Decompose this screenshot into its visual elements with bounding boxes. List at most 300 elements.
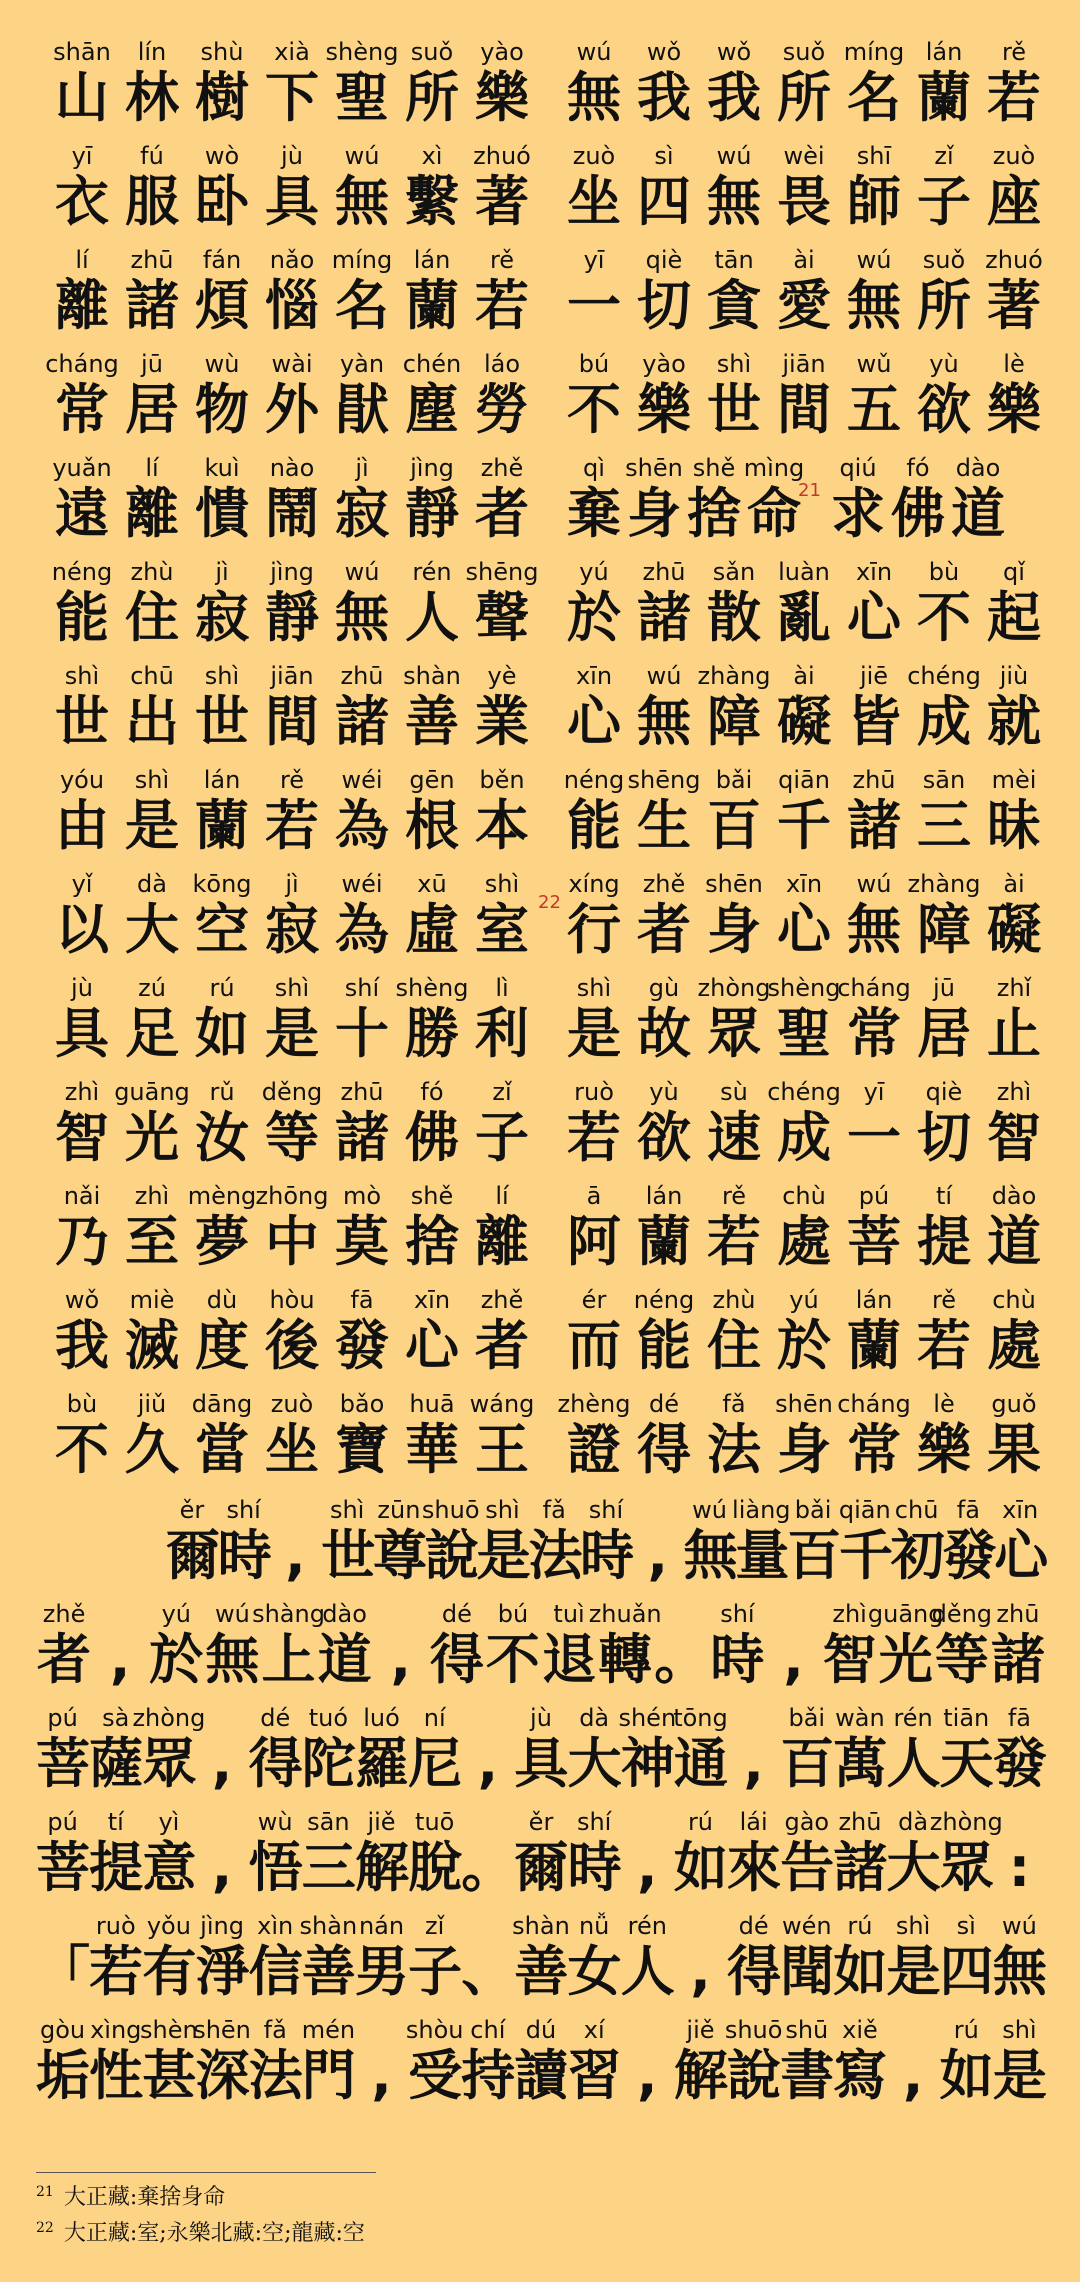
pinyin: bǎi [788,1704,826,1732]
pinyin: shēn [193,2016,251,2044]
pinyin: jìng [200,1912,244,1940]
hanzi: 千 [777,794,831,857]
hanzi: 信 [248,1940,303,2003]
hanzi: 而 [567,1314,621,1377]
hanzi: 莫 [335,1210,389,1273]
pinyin: sù [720,1078,748,1106]
footnote-21 [36,2180,225,2211]
hanzi: 離 [475,1210,529,1273]
pinyin: mìng [743,454,805,482]
pinyin: dé [649,1390,679,1418]
pinyin: zú [138,974,166,1002]
hanzi: 貪 [707,274,761,337]
character-cell [982,758,1046,862]
hanzi: 處 [777,1210,831,1273]
pinyin: zhì [134,1182,170,1210]
hanzi: 若 [475,274,529,337]
character-cell [470,1174,534,1278]
pinyin: fǎ [263,2016,287,2044]
hanzi: 聖 [335,66,389,129]
pinyin: wú [1002,1912,1037,1940]
character-cell [982,966,1046,1070]
pinyin: cháng [45,350,119,378]
pinyin: děng [931,1600,993,1628]
hanzi: 者 [37,1628,92,1691]
pinyin: xīn [575,662,613,690]
pinyin: shàn [512,1912,570,1940]
hanzi: , [743,1732,764,1795]
hanzi: 書 [780,2044,835,2107]
hanzi: , [285,1524,306,1587]
pinyin: fā [1007,1704,1031,1732]
pinyin: xìng [90,2016,142,2044]
hanzi: 所 [917,274,971,337]
pinyin: gào [784,1808,830,1836]
pinyin: chū [130,662,174,690]
verse-half-right [562,550,1062,654]
hanzi: 若 [987,66,1041,129]
pinyin: yú [579,558,609,586]
pinyin: shí [576,1808,612,1836]
prose-row [36,1904,1046,2008]
verse-half-left [50,238,550,342]
hanzi: 寂 [265,898,319,961]
hanzi: 發 [992,1732,1047,1795]
hanzi: 受 [408,2044,463,2107]
hanzi: 道 [987,1210,1041,1273]
hanzi: 心 [777,898,831,961]
pinyin: wú [344,558,380,586]
hanzi: 捨 [405,1210,459,1273]
pinyin: rú [209,974,235,1002]
character-cell [132,1696,206,1800]
hanzi: 蘭 [917,66,971,129]
character-cell [990,1592,1046,1696]
hanzi: 止 [987,1002,1041,1065]
hanzi: 衣 [55,170,109,233]
pinyin: suǒ [782,38,826,66]
pinyin: rǔ [209,1078,235,1106]
hanzi: , [211,1836,233,1899]
hanzi: 菩 [36,1836,90,1899]
character-cell [408,1800,461,1904]
prose-row [36,1800,1046,1904]
hanzi: 住 [707,1314,761,1377]
pinyin: bǎi [715,766,753,794]
verse-half-right [562,1174,1062,1278]
hanzi: , [390,1628,411,1691]
pinyin: shuō [421,1496,480,1524]
pinyin: wǒ [646,38,682,66]
hanzi: 諸 [847,794,901,857]
character-cell [470,1070,534,1174]
pinyin: qiú [839,454,877,482]
pinyin: yuǎn [52,454,112,482]
pinyin: wú [646,662,682,690]
pinyin: dù [206,1286,238,1314]
hanzi: 心 [567,690,621,753]
hanzi: 是 [125,794,179,857]
hanzi: 蘭 [847,1314,901,1377]
pinyin: yù [649,1078,679,1106]
hanzi: 證 [567,1418,621,1481]
verse-half-right [562,966,1062,1070]
pinyin: rén [412,558,452,586]
character-cell [742,446,806,550]
pinyin: jiǔ [137,1390,167,1418]
pinyin: shì [716,350,752,378]
hanzi: 聖 [777,1002,831,1065]
hanzi: 大 [567,1732,622,1795]
hanzi: 子 [475,1106,529,1169]
character-cell [470,1382,534,1486]
pinyin: tiān [943,1704,990,1732]
pinyin: jì [215,558,229,586]
hanzi: 勝 [405,1002,459,1065]
hanzi: 虛 [405,898,459,961]
pinyin: bù [66,1390,98,1418]
character-cell [470,30,534,134]
pinyin: xiě [842,2016,878,2044]
pinyin: zhàng [907,870,981,898]
hanzi: 法 [528,1524,583,1587]
pinyin: tān [714,246,754,274]
verse-half-right [562,134,1062,238]
hanzi: 善 [301,1940,356,2003]
hanzi: 爾 [166,1524,220,1587]
footnote-divider [36,2172,376,2173]
verse-row [50,1382,1040,1486]
hanzi: 常 [847,1002,901,1065]
pinyin: nǎo [269,246,315,274]
pinyin: cháng [837,1390,911,1418]
hanzi: 法 [707,1418,761,1481]
pinyin: gēn [409,766,455,794]
pinyin: hòu [269,1286,315,1314]
character-cell [982,1278,1046,1382]
pinyin: fó [420,1078,444,1106]
pinyin: shēn [775,1390,833,1418]
pinyin: néng [51,558,113,586]
pinyin: jiù [999,662,1029,690]
hanzi: 上 [261,1628,316,1691]
pinyin: dà [898,1808,929,1836]
hanzi: 所 [777,66,831,129]
character-cell [709,1592,765,1696]
pinyin: jiě [686,2016,715,2044]
hanzi: 。 [654,1628,709,1691]
hanzi: 求 [831,482,885,545]
pinyin: shì [329,1496,365,1524]
pinyin: ér [581,1286,607,1314]
hanzi: 能 [55,586,109,649]
verse-half-left [50,862,561,966]
pinyin: xīn [413,1286,451,1314]
hanzi: 華 [405,1418,459,1481]
pinyin: chù [992,1286,1036,1314]
pinyin: lí [75,246,89,274]
hanzi: 於 [567,586,621,649]
pinyin: lí [145,454,159,482]
pinyin: lán [203,766,241,794]
character-cell [470,238,534,342]
hanzi: , [902,2044,924,2107]
hanzi: 身 [777,1418,831,1481]
pinyin: wú [692,1496,727,1524]
hanzi: 畏 [777,170,831,233]
hanzi: 眾 [142,1732,197,1795]
hanzi: 後 [265,1314,319,1377]
verse-half-right [562,446,1062,550]
verse-half-left [50,1382,550,1486]
pinyin: shén [618,1704,677,1732]
pinyin: míng [843,38,905,66]
verse-half-left [50,134,550,238]
hanzi: 深 [195,2044,250,2107]
verse-half-left [50,550,550,654]
hanzi: 障 [917,898,971,961]
hanzi: 告 [780,1836,835,1899]
hanzi: , [211,1732,233,1795]
pinyin: shèng [767,974,841,1002]
hanzi: 不 [567,378,621,441]
hanzi: 王 [475,1418,529,1481]
hanzi: 是 [992,2044,1047,2107]
verse-row [50,862,1040,966]
hanzi: 無 [567,66,621,129]
character-cell [621,1904,674,2008]
pinyin: shì [134,766,170,794]
character-cell [36,1592,92,1696]
hanzi: 尼 [408,1732,463,1795]
verse-half-right [562,1070,1062,1174]
pinyin: yī [863,1078,885,1106]
hanzi: 薩 [89,1732,144,1795]
hanzi: 卧 [195,170,249,233]
character-cell [580,1488,635,1592]
pinyin: chén [402,350,462,378]
character-cell [408,1696,461,1800]
pinyin: luàn [778,558,830,586]
pinyin: shì [485,1496,520,1524]
character-cell [588,1592,662,1696]
pinyin: zhǐ [996,974,1032,1002]
hanzi: 是 [886,1940,941,2003]
hanzi: 諸 [125,274,179,337]
verse-row [50,1174,1040,1278]
hanzi: 無 [847,898,901,961]
verse-row [50,654,1040,758]
verse-row [50,966,1040,1070]
footnote-marker: 22 [538,892,561,913]
hanzi: 足 [125,1002,179,1065]
hanzi: 陀 [301,1732,356,1795]
pinyin: pú [47,1808,78,1836]
pinyin: ruò [95,1912,136,1940]
verse-half-left [50,446,550,550]
hanzi: 世 [707,378,761,441]
pinyin: tōng [673,1704,728,1732]
verse-row [50,1070,1040,1174]
hanzi: , [647,1524,668,1587]
pinyin: xīn [1002,1496,1039,1524]
pinyin: wú [344,142,380,170]
pinyin: jiě [367,1808,396,1836]
hanzi: 時 [710,1628,765,1691]
character-cell [982,1174,1046,1278]
pinyin: rě [931,1286,957,1314]
verse-half-right [562,30,1062,134]
pinyin: shàn [299,1912,358,1940]
pinyin: mén [301,2016,356,2044]
pinyin: ruò [574,1078,614,1106]
pinyin: wú [716,142,752,170]
hanzi: 無 [335,170,389,233]
hanzi: 成 [917,690,971,753]
hanzi: 天 [939,1732,994,1795]
pinyin: qiān [838,1496,891,1524]
pinyin: dào [955,454,1001,482]
hanzi: 者 [637,898,691,961]
hanzi: 發 [335,1314,389,1377]
hanzi: 者 [475,1314,529,1377]
pinyin: sì [654,142,674,170]
hanzi: 通 [673,1732,728,1795]
pinyin: chéng [767,1078,841,1106]
pinyin: ní [423,1704,446,1732]
hanzi: 聞 [780,1940,835,2003]
footnote-number: 21 [36,2183,54,2200]
pinyin: jù [71,974,93,1002]
hanzi: 世 [195,690,249,753]
pinyin: yè [487,662,517,690]
pinyin: wén [781,1912,832,1940]
pinyin: nǚ [578,1912,610,1940]
pinyin: yù [929,350,959,378]
hanzi: 起 [987,586,1041,649]
pinyin: dāng [191,1390,253,1418]
hanzi: 智 [987,1106,1041,1169]
character-cell [470,862,534,966]
pinyin: fā [350,1286,374,1314]
pinyin: ěr [179,1496,205,1524]
hanzi: 不 [485,1628,540,1691]
pinyin: yú [789,1286,819,1314]
pinyin: zūn [377,1496,421,1524]
hanzi: 門 [301,2044,356,2107]
pinyin: jiān [270,662,314,690]
character-cell [982,238,1046,342]
pinyin: zhě [480,454,524,482]
pinyin: bù [928,558,960,586]
hanzi: 由 [55,794,109,857]
hanzi: 棄 [567,482,621,545]
character-cell [982,862,1046,966]
hanzi: 垢 [36,2044,90,2107]
pinyin: zuò [270,1390,314,1418]
hanzi: 是 [265,1002,319,1065]
hanzi: 散 [707,586,761,649]
hanzi: 無 [637,690,691,753]
hanzi: 諸 [335,690,389,753]
pinyin: cháng [837,974,911,1002]
hanzi: 性 [89,2044,144,2107]
pinyin: rě [1001,38,1027,66]
hanzi: 心 [405,1314,459,1377]
pinyin: zhòng [697,974,771,1002]
verse-row [50,550,1040,654]
hanzi: 根 [405,794,459,857]
pinyin: yóu [59,766,105,794]
hanzi: 常 [847,1418,901,1481]
pinyin: tuō [415,1808,455,1836]
pinyin: wú [856,870,892,898]
pinyin: wài [271,350,313,378]
hanzi: 所 [405,66,459,129]
hanzi: 光 [125,1106,179,1169]
pinyin: zhèng [557,1390,631,1418]
pinyin: dà [579,1704,610,1732]
hanzi: , [109,1628,131,1691]
character-cell [982,30,1046,134]
pinyin: zhòng [929,1808,1003,1836]
character-cell [317,1592,373,1696]
hanzi: 無 [335,586,389,649]
pinyin: tuó [308,1704,349,1732]
hanzi: 智 [55,1106,109,1169]
hanzi: 淨 [195,1940,250,2003]
pinyin: ài [1003,870,1025,898]
hanzi: : [1008,1836,1031,1899]
hanzi: 提 [89,1836,144,1899]
hanzi: 汝 [195,1106,249,1169]
hanzi: 四 [637,170,691,233]
pinyin: zhū [852,766,896,794]
hanzi: 得 [727,1940,782,2003]
pinyin: rě [489,246,515,274]
hanzi: 者 [475,482,529,545]
hanzi: 速 [707,1106,761,1169]
verse-row [45,342,1041,446]
prose-row [36,1488,1049,1592]
hanzi: 人 [620,1940,675,2003]
character-cell [982,654,1046,758]
character-cell [674,1696,727,1800]
character-cell [982,1070,1046,1174]
pinyin: lè [933,1390,955,1418]
pinyin: wéi [341,870,383,898]
hanzi: 若 [707,1210,761,1273]
hanzi: 本 [475,794,529,857]
pinyin: yǐ [71,870,93,898]
pinyin: shū [785,2016,829,2044]
hanzi: 服 [125,170,179,233]
hanzi: 坐 [567,170,621,233]
pinyin: tuì [553,1600,585,1628]
pinyin: sān [307,1808,350,1836]
character-cell [568,2008,621,2112]
hanzi: 昧 [987,794,1041,857]
hanzi: 轉 [598,1628,653,1691]
pinyin: nào [269,454,315,482]
hanzi: 命 [747,482,801,545]
pinyin: běn [479,766,525,794]
hanzi: , [690,1940,711,2003]
hanzi: 量 [735,1524,790,1587]
hanzi: 師 [847,170,901,233]
pinyin: jiē [859,662,889,690]
hanzi: 佛 [891,482,945,545]
